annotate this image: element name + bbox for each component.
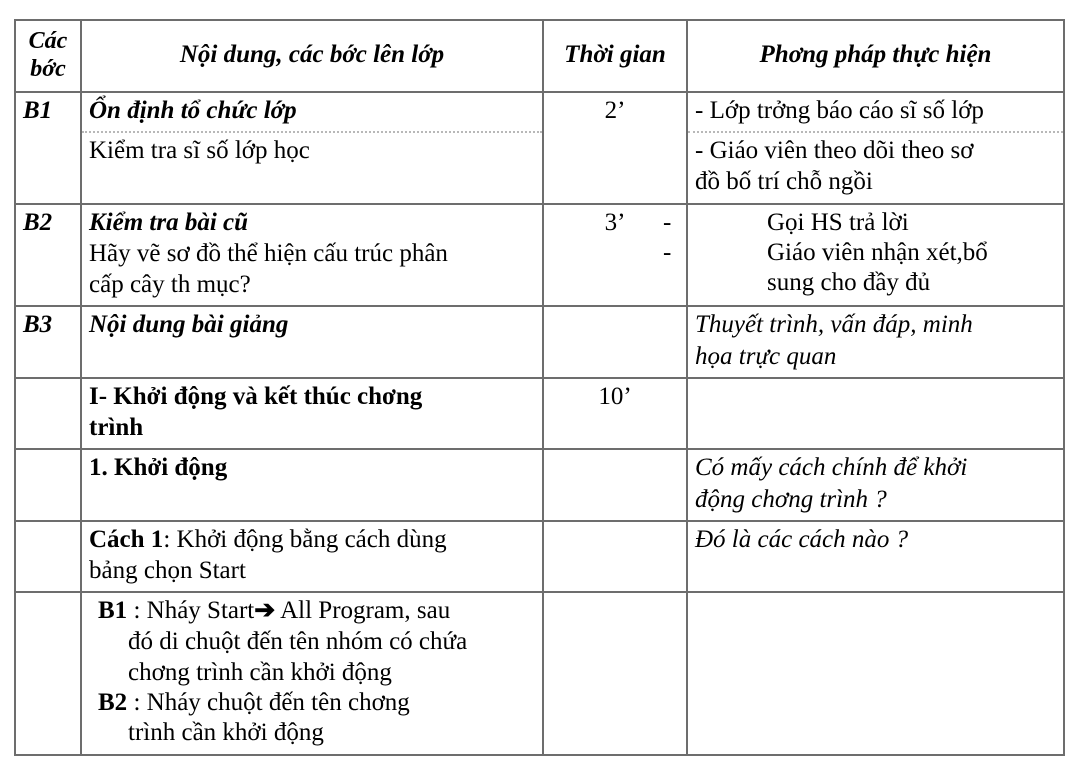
substep-b2-sep: : [127,689,147,716]
table-row [15,306,1064,378]
substep-b1-post: All Program, sau [275,597,451,625]
substep-b2-l1 [98,688,535,718]
content-b3-bold: Nội dung bài giảng [89,311,289,339]
step-cell-b2: B2 [15,204,81,307]
header-step-line1: Các [28,28,68,54]
header-step-line2: bớc [30,55,66,82]
substep-b1-l2: đó di chuột đến tên nhóm có chứa [128,627,468,655]
content-cach1-l1 [89,525,535,555]
lesson-plan-table [14,19,1065,756]
content-b1-plain: Kiểm tra sĩ số lớp học [89,137,310,164]
method-b1-l1: - Lớp trởng báo cáo sĩ số lớp [695,96,984,124]
content-section-i-l2: trình [89,414,144,441]
content-cach1-l2: bảng chọn Start [89,557,246,584]
substep-b2-label: B2 [98,689,128,716]
step-cell-empty-3 [15,521,81,593]
content-section-i-l1: I- Khởi động và kết thúc chơng [89,382,423,410]
content-cell-khoidong [81,449,543,521]
table-row [15,378,1064,450]
table-row [15,92,1064,132]
content-cach1-label: Cách 1 [89,525,164,553]
dash-bullet-icon: - [663,208,672,236]
method-b3-l1: Thuyết trình, vấn đáp, minh [695,311,973,339]
table-row [15,521,1064,593]
time-cell-b2: 3’ [543,204,687,307]
substep-b2-text: Nháy chuột đến tên chơng [146,689,410,716]
bullet-text-cont: sung cho đầy đủ [767,269,931,296]
bullet-text: Gọi HS trả lời [767,208,909,236]
method-cell-b1-line2 [687,132,1064,204]
method-b1-l2b: đồ bố trí chỗ ngồi [695,168,873,196]
header-cell-method: Phơng pháp thực hiện [687,20,1064,92]
table-row [15,132,1064,204]
content-cell-section-i [81,378,543,450]
content-b2-bold: Kiểm tra bài cũ [89,208,249,236]
content-b2-plain-l1: Hãy vẽ sơ đồ thể hiện cấu trúc phân [89,239,448,267]
step-cell-empty-4 [15,592,81,754]
bullet-text: Giáo viên nhận xét,bổ [767,238,988,266]
step-cell-b3: B3 [15,306,81,378]
table-row [15,449,1064,521]
step-cell-b1: B1 [15,92,81,204]
substep-b1-l3: chơng trình cần khởi động [128,658,392,686]
method-khoidong-l1: Có mấy cách chính để khởi [695,454,968,482]
step-cell-empty-2 [15,449,81,521]
dash-bullet-icon: - [663,238,672,266]
time-cell-section-i: 10’ [543,378,687,450]
substep-b2-l2: trình cần khởi động [128,719,324,747]
content-cell-b3 [81,306,543,378]
right-arrow-icon: ➔ [254,597,276,625]
time-cell-cach1 [543,521,687,593]
time-cell-b1: 2’ [543,92,687,204]
method-cell-b1-line1 [687,92,1064,132]
table-row [15,592,1064,754]
step-cell-empty-1 [15,378,81,450]
content-khoidong-bold: 1. Khởi động [89,454,228,482]
content-cell-b1-title [81,92,543,132]
content-b2-plain-l2: cấp cây th mục? [89,271,251,298]
method-khoidong-l2: động chơng trình ? [695,485,887,513]
substep-b1-sep: : [127,597,147,625]
list-item [663,208,1056,238]
content-cell-cach1 [81,521,543,593]
header-cell-content: Nội dung, các bớc lên lớp [81,20,543,92]
content-cach1-rest: : Khởi động bằng cách dùng [163,525,447,553]
method-b1-l2a: - Giáo viên theo dõi theo sơ [695,137,974,164]
content-cell-substeps [81,592,543,754]
list-item [663,238,1056,268]
content-cell-b1-detail [81,132,543,204]
method-cell-b3 [687,306,1064,378]
substep-b1-pre: Nháy Start [146,597,255,625]
header-cell-step [15,20,81,92]
substep-b1-l1 [98,596,535,626]
method-cell-cach1 [687,521,1064,593]
method-cell-b2 [663,204,1064,307]
table-header-row [15,20,1064,92]
table-row [15,204,1064,307]
time-cell-substeps [543,592,687,754]
method-b3-l2: họa trực quan [695,342,837,370]
method-cach1: Đó là các cách nào ? [695,525,909,553]
substep-b1-label: B1 [98,597,128,625]
time-cell-b3 [543,306,687,378]
header-cell-time: Thời gian [543,20,687,92]
method-cell-khoidong [687,449,1064,521]
method-cell-section-i [687,378,1064,450]
method-cell-substeps [687,592,1064,754]
time-cell-khoidong [543,449,687,521]
content-cell-b2 [81,204,543,307]
content-b1-bold: Ổn định tổ chức lớp [89,96,297,124]
